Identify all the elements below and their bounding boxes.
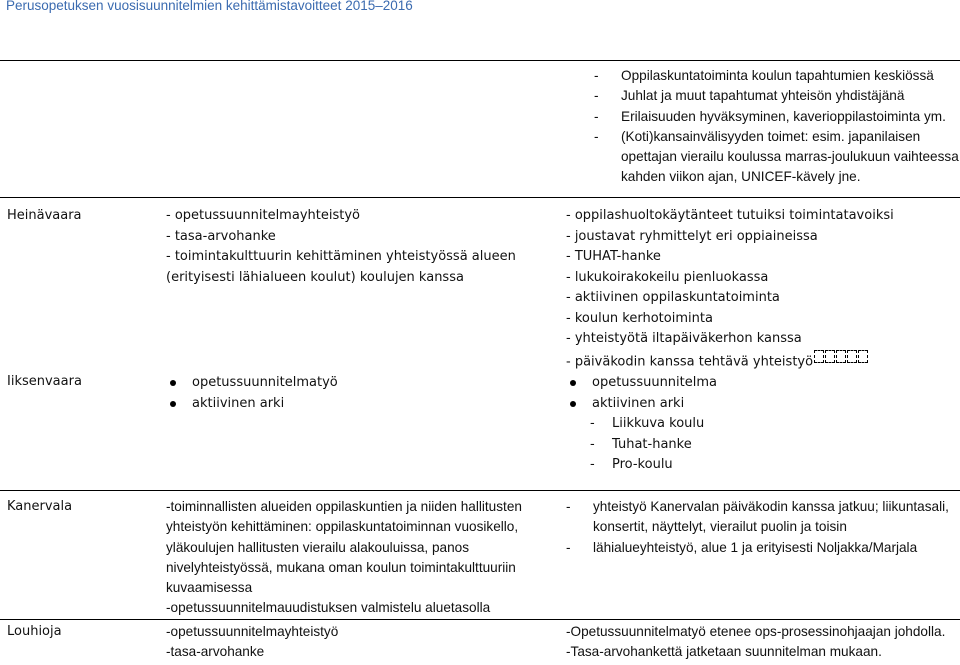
heinavaara-right-cell <box>566 206 894 373</box>
heinavaara-middle-cell <box>166 206 516 288</box>
list-item: - Erilaisuuden hyväksyminen, kaverioppilastoiminta ym. <box>594 108 946 124</box>
list-item: - lukukoirakokeilu pienluokassa <box>566 269 769 285</box>
list-item: - toimintakulttuurin kehittäminen yhteistyössä alueen <box>166 249 516 264</box>
list-item: aktiivinen arki <box>166 394 338 415</box>
page-header <box>0 0 960 18</box>
list-item: -Tasa-arvohankettä jatketaan suunnitelman mukaan. <box>566 644 882 660</box>
list-item: - opetussuunnitelmayhteistyö <box>166 208 360 223</box>
school-name-kanervala: Kanervala <box>7 499 73 514</box>
list-item: nivelyhteistyössä, mukana oman koulun toimintakulttuuriin <box>166 559 516 575</box>
list-item: yhteistyön kehittäminen: oppilaskuntatoiminnan vuosikello, <box>166 519 519 535</box>
list-item: - koulun kerhotoiminta <box>566 310 713 326</box>
list-item: - yhteistyötä iltapäiväkerhon kanssa <box>566 331 802 346</box>
list-item: konsertit, näyttelyt, vierailut puolin ja toisin <box>593 519 847 535</box>
missing-glyph-boxes <box>814 350 868 374</box>
list-item: - tasa-arvohanke <box>166 228 276 244</box>
bullet-icon <box>170 380 176 386</box>
list-item: yläkoulujen hallitusten vierailu alakouluissa, panos <box>166 539 470 555</box>
list-item: - (Koti)kansainvälisyyden toimet: esim. japanilaisen <box>594 128 921 144</box>
list-item: kuvaamisessa <box>166 580 253 596</box>
list-item: opetussuunnitelma <box>566 373 717 394</box>
list-item: aktiivinen arki <box>566 394 717 415</box>
bullet-icon <box>570 401 576 407</box>
list-item: - Tuhat-hanke <box>590 436 692 452</box>
table-rule-top <box>0 60 960 61</box>
list-item: - Oppilaskuntatoiminta koulun tapahtumien keskiössä <box>594 68 934 83</box>
list-item: - Pro-koulu <box>590 457 673 472</box>
louhioja-middle-cell <box>166 622 338 663</box>
list-item: -opetussuunnitelmauudistuksen valmistelu aluetasolla <box>166 600 491 616</box>
list-item: - lähialueyhteistyö, alue 1 ja erityisesti Noljakka/Marjala <box>566 539 918 555</box>
list-item: opetussuunnitelmatyö <box>166 373 338 394</box>
list-item: - TUHAT-hanke <box>566 249 661 264</box>
school-name-heinavaara: Heinävaara <box>7 208 82 223</box>
louhioja-right-cell <box>566 622 945 663</box>
table-rule-row <box>0 490 960 491</box>
school-name-iiksenvaara: Iiksenvaara <box>7 374 82 389</box>
list-item: - päiväkodin kanssa tehtävä yhteistyö <box>566 350 894 374</box>
list-item: - joustavat ryhmittelyt eri oppiaineissa <box>566 228 818 244</box>
school-name-louhioja: Louhioja <box>7 624 62 639</box>
list-item: (erityisesti lähialueen koulut) koulujen kanssa <box>166 269 464 285</box>
kanervala-middle-cell <box>166 497 522 619</box>
list-item: - yhteistyö Kanervalan päiväkodin kanssa jatkuu; liikuntasali, <box>566 499 949 514</box>
list-item: -Opetussuunnitelmatyö etenee ops-prosessinohjaajan johdolla. <box>566 624 946 639</box>
bullet-icon <box>570 380 576 386</box>
list-item: - aktiivinen oppilaskuntatoiminta <box>566 290 780 305</box>
list-item: kahden viikon ajan, UNICEF-kävely jne. <box>621 169 861 185</box>
list-item: - Liikkuva koulu <box>590 416 705 431</box>
document-title: Perusopetuksen vuosisuunnitelmien kehittämistavoitteet 2015–2016 <box>6 0 413 13</box>
list-item: - oppilashuoltokäytänteet tutuiksi toimintatavoiksi <box>566 208 894 223</box>
list-item: -toiminnallisten alueiden oppilaskuntien ja niiden hallitusten <box>166 499 522 514</box>
list-item: -tasa-arvohanke <box>166 644 265 660</box>
iiksenvaara-right-cell <box>566 373 717 476</box>
iiksenvaara-middle-cell <box>166 373 338 414</box>
kanervala-right-cell <box>566 497 949 558</box>
table-rule-row <box>0 197 960 198</box>
top-row-right-cell <box>594 66 959 188</box>
list-item: - Juhlat ja muut tapahtumat yhteisön yhdistäjänä <box>594 88 905 104</box>
list-item: -opetussuunnitelmayhteistyö <box>166 624 339 639</box>
bullet-icon <box>170 401 176 407</box>
table-rule-row <box>0 619 960 620</box>
list-item: opettajan vierailu koulussa marras-joulukuun vaihteessa <box>621 149 959 165</box>
